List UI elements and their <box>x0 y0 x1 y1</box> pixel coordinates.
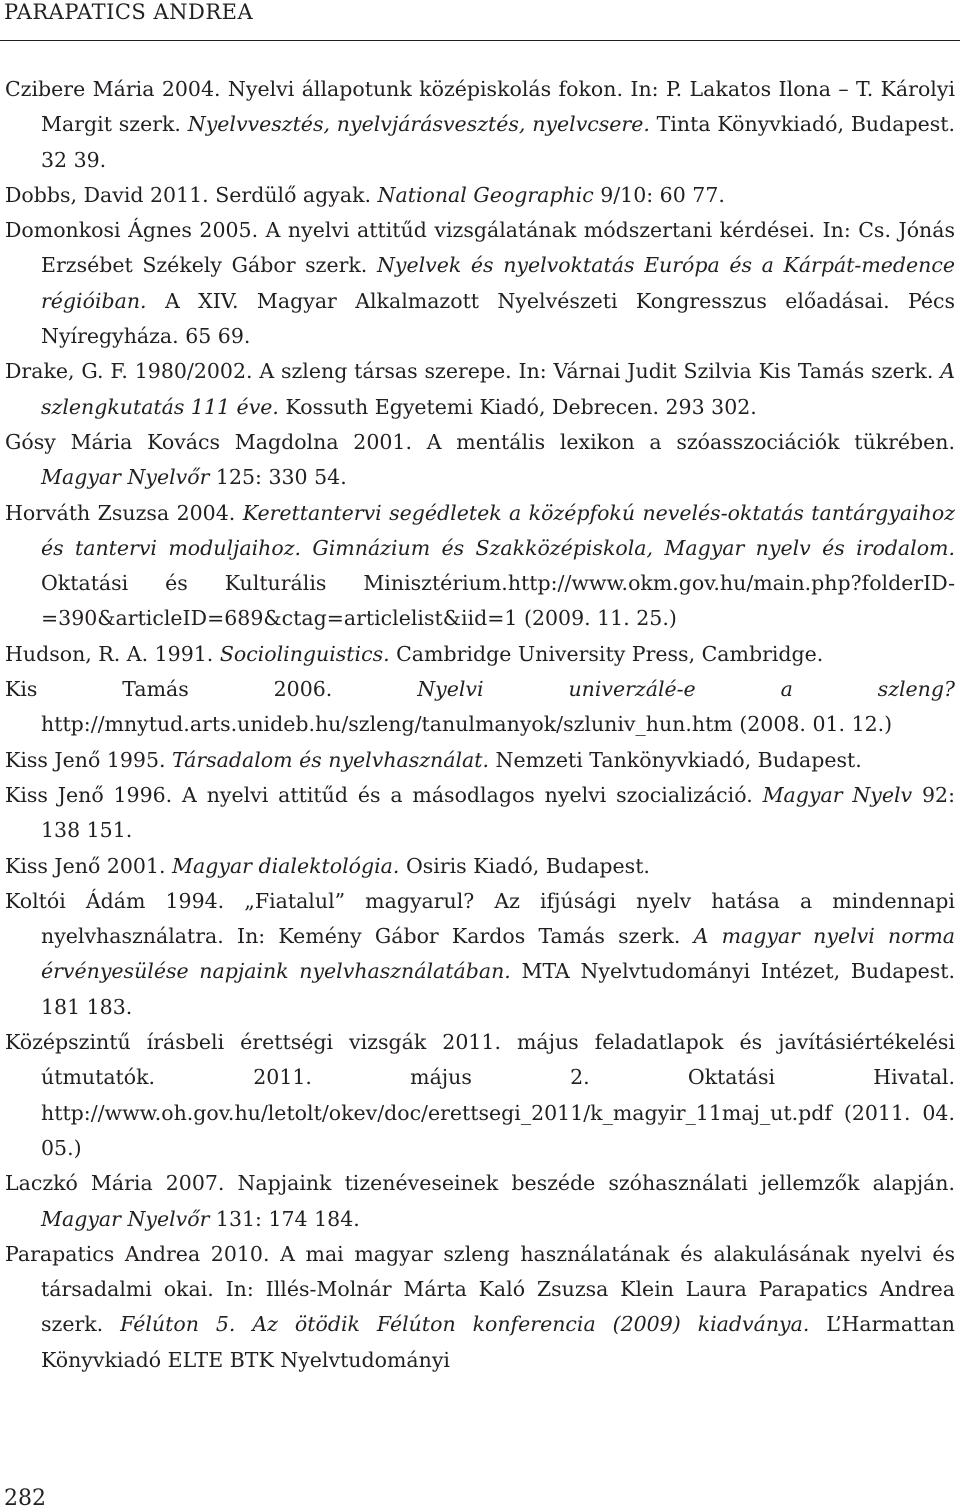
reference-entry <box>5 743 955 778</box>
reference-entry <box>5 1025 955 1166</box>
reference-entry <box>5 884 955 1025</box>
reference-text: Kiss Jenő 2001. <box>5 853 173 878</box>
reference-text: Kossuth Egyetemi Kiadó, Debrecen. 293 302. <box>278 394 757 419</box>
reference-text: Oktatási és Kulturális Minisztérium.http://www.okm.gov.hu/main.php?folderID-=390&articleID=689&ctag=articlelist&iid=1 (2009. 11. 25.) <box>41 571 955 631</box>
reference-title-italic: Nyelvvesztés, nyelvjárásvesztés, nyelvcsere. <box>187 112 650 137</box>
reference-text: Középszintű írásbeli érettségi vizsgák 2011. május feladatlapok és javításiértékelési útmutatók. 2011. május 2. Oktatási Hivatal. http://www.oh.gov.hu/letolt/okev/doc/erettsegi_2011/k_magyir_11maj_ut.pdf (2011. 04. 05.) <box>5 1030 955 1160</box>
reference-entry <box>5 354 955 425</box>
reference-text: Laczkó Mária 2007. Napjaink tizenéveseinek beszéde szóhasználati jellemzők alapján. <box>5 1171 955 1196</box>
reference-text: Kiss Jenő 1996. A nyelvi attitűd és a másodlagos nyelvi szocializáció. <box>5 782 763 807</box>
reference-title-italic: A magyar nyelvi norma érvényesülése napjaink nyelvhasználatában. <box>41 924 955 984</box>
reference-text: http://mnytud.arts.unideb.hu/szleng/tanulmanyok/szluniv_hun.htm (2008. 01. 12.) <box>41 712 893 737</box>
reference-entry <box>5 213 955 354</box>
reference-text: Kiss Jenő 1995. <box>5 747 173 772</box>
reference-text: L’Harmattan Könyvkiadó ELTE BTK Nyelvtudományi <box>41 1312 955 1372</box>
reference-text: Hudson, R. A. 1991. <box>5 641 220 666</box>
reference-text: 92: 138 151. <box>41 782 955 843</box>
reference-text: Parapatics Andrea 2010. A mai magyar szleng használatának és alakulásának nyelvi és társadalmi okai. In: Illés-Molnár Márta Kaló Zsuzsa Klein Laura Parapatics Andrea szerk. <box>5 1241 955 1337</box>
reference-text: Drake, G. F. 1980/2002. A szleng társas szerepe. In: Várnai Judit Szilvia Kis Tamás szerk. <box>5 359 941 384</box>
reference-text: Dobbs, David 2011. Serdülő agyak. <box>5 182 378 207</box>
reference-text: Cambridge University Press, Cambridge. <box>389 641 824 666</box>
reference-title-italic: Félúton 5. Az ötödik Félúton konferencia (2009) kiadványa. <box>120 1312 810 1337</box>
reference-text: 125: 330 54. <box>209 465 347 490</box>
reference-entry <box>5 1166 955 1237</box>
reference-entry <box>5 849 955 884</box>
reference-list <box>5 72 955 1378</box>
reference-title-italic: Sociolinguistics. <box>219 641 390 666</box>
reference-text: Tinta Könyvkiadó, Budapest. 32 39. <box>41 112 955 172</box>
reference-entry <box>5 672 955 743</box>
reference-text: Gósy Mária Kovács Magdolna 2001. A mentális lexikon a szóasszociációk tükrében. <box>5 429 955 454</box>
reference-text: Koltói Ádám 1994. „Fiatalul” magyarul? Az ifjúsági nyelv hatása a mindennapi nyelvhasználatra. In: Kemény Gábor Kardos Tamás szerk. <box>5 888 955 949</box>
reference-title-italic: National Geographic <box>377 182 594 207</box>
reference-entry <box>5 1237 955 1378</box>
reference-title-italic: A szlengkutatás 111 éve. <box>41 359 955 419</box>
reference-entry <box>5 778 955 849</box>
reference-text: 131: 174 184. <box>209 1206 360 1231</box>
reference-title-italic: Magyar Nyelv <box>762 782 913 807</box>
reference-text: MTA Nyelvtudományi Intézet, Budapest. 181 183. <box>41 959 955 1019</box>
reference-entry <box>5 496 955 637</box>
reference-text: 9/10: 60 77. <box>593 182 725 207</box>
reference-title-italic: Magyar dialektológia. <box>172 853 400 878</box>
reference-entry <box>5 178 955 213</box>
reference-entry <box>5 425 955 496</box>
reference-text: Osiris Kiadó, Budapest. <box>399 853 650 878</box>
header-divider <box>0 40 960 41</box>
reference-text: Czibere Mária 2004. Nyelvi állapotunk középiskolás fokon. In: P. Lakatos Ilona – T. Károlyi Margit szerk. <box>5 77 955 137</box>
reference-entry <box>5 637 955 672</box>
reference-text: Kis Tamás 2006. <box>5 677 418 702</box>
reference-text: A XIV. Magyar Alkalmazott Nyelvészeti Kongresszus előadásai. Pécs Nyíregyháza. 65 69. <box>41 288 955 349</box>
reference-title-italic: Magyar Nyelvőr <box>41 1206 210 1231</box>
reference-title-italic: Nyelvi univerzálé-e a szleng? <box>417 677 955 702</box>
reference-title-italic: Nyelvek és nyelvoktatás Európa és a Kárpát-medence régióiban. <box>41 253 955 313</box>
reference-text: Nemzeti Tankönyvkiadó, Budapest. <box>489 747 862 772</box>
page-number: 282 <box>4 1486 46 1511</box>
reference-title-italic: Kerettantervi segédletek a középfokú nevelés-oktatás tantárgyaihoz és tantervi moduljaihoz. Gimnázium és Szakközépiskola, Magyar nyelv és irodalom. <box>41 500 955 560</box>
reference-title-italic: Társadalom és nyelvhasználat. <box>172 747 490 772</box>
running-header: PARAPATICS ANDREA <box>4 0 254 24</box>
reference-entry <box>5 72 955 178</box>
reference-text: Domonkosi Ágnes 2005. A nyelvi attitűd vizsgálatának módszertani kérdései. In: Cs. Jónás Erzsébet Székely Gábor szerk. <box>5 218 955 278</box>
reference-title-italic: Magyar Nyelvőr <box>41 465 210 490</box>
reference-text: Horváth Zsuzsa 2004. <box>5 500 243 525</box>
